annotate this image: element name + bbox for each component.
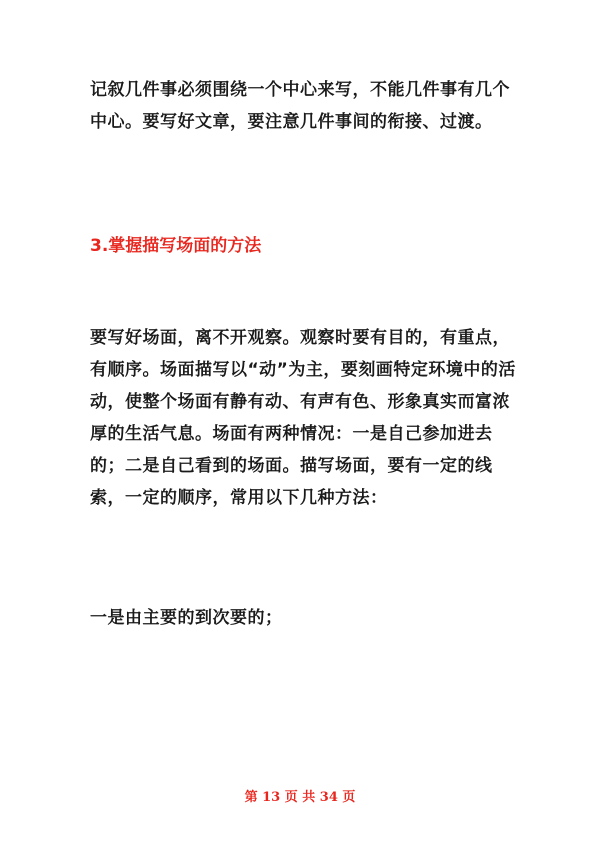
body-paragraph: 要写好场面，离不开观察。观察时要有目的，有重点，有顺序。场面描写以“动”为主，要刻画特定环境中的活动，使整个场面有静有动、有声有色、形象真实而富浓厚的生活气息。场面有两种情况：一是自己参加进去的；二是自己看到的场面。描写场面，要有一定的线索，一定的顺序，常用以下几种方法： <box>90 328 516 508</box>
body-paragraph: 记叙几件事必须围绕一个中心来写，不能几件事有几个中心。要写好文章，要注意几件事间的衔接、过渡。 <box>90 80 510 132</box>
section-heading: 3.掌握描写场面的方法 <box>90 236 262 256</box>
page-number-footer: 第 13 页 共 34 页 <box>244 790 356 805</box>
body-paragraph: 一是由主要的到次要的； <box>90 608 283 628</box>
